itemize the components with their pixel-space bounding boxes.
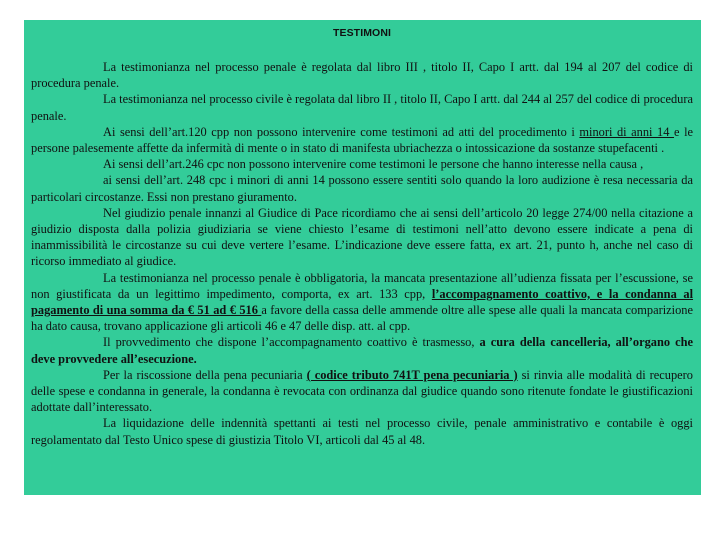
text-run: ai sensi dell’art. 248 cpc i minori di anni 14 possono essere sentiti solo quando la loro audizione è resa necessaria da particolari circostanze. Essi non prestano giuramento. bbox=[31, 173, 693, 204]
text-run: Nel giudizio penale innanzi al Giudice di Pace ricordiamo che ai sensi dell’articolo 20 legge 274/00 nella citazione a giudizio disposta dalla polizia giudiziaria se viene chiesto l’esame di testimoni nell’atto devono essere indicate a pena di inammissibilità le circostanze su cui deve vertere l’esame. L’indicazione deve essere fatta, ex art. 21, punto h, anche nel caso di ricorso immediato al giudice. bbox=[31, 205, 693, 269]
text-run: La testimonianza nel processo penale è regolata dal libro III , titolo II, Capo I artt. dal 194 al 207 del codice di procedura penale. bbox=[31, 60, 693, 91]
paragraph-6 bbox=[31, 205, 693, 270]
text-run: e le persone palesemente affette da infermità di mente o in stato di manifesta ubriachezza o intossicazione da sostanze stupefacenti . bbox=[31, 124, 694, 156]
paragraph-2 bbox=[31, 91, 693, 123]
paragraph-8 bbox=[31, 334, 693, 366]
emphasized-text: minori di anni 14 bbox=[579, 124, 675, 139]
document-panel bbox=[24, 20, 701, 495]
page-title: TESTIMONI bbox=[332, 27, 392, 39]
text-run: La testimonianza nel processo civile è regolata dal libro II , titolo II, Capo I artt. dal 244 al 257 del codice di procedura penale. bbox=[31, 92, 693, 123]
paragraph-10 bbox=[31, 415, 693, 447]
body-text bbox=[31, 59, 693, 448]
emphasized-text: l’accompagnamento coattivo, e la condanna al pagamento di una somma da € 51 ad € 516 bbox=[31, 286, 694, 318]
text-run: Il provvedimento che dispone l’accompagnamento coattivo è trasmesso, bbox=[103, 335, 480, 350]
emphasized-text: a cura della cancelleria, all’organo che deve provvedere all’esecuzione. bbox=[31, 335, 693, 366]
paragraph-4 bbox=[31, 156, 693, 172]
paragraph-1 bbox=[31, 59, 693, 91]
text-run: Ai sensi dell’art.246 cpc non possono intervenire come testimoni le persone che hanno interesse nella causa , bbox=[103, 157, 644, 172]
paragraph-5 bbox=[31, 172, 693, 204]
paragraph-3 bbox=[31, 124, 693, 156]
text-run: a favore della cassa delle ammende oltre alle spese alle quali la mancata comparizione ha dato causa, trovano applicazione gli articoli 46 e 47 delle disp. att. al cpp. bbox=[31, 303, 693, 334]
paragraph-7 bbox=[31, 270, 693, 335]
text-run: Per la riscossione della pena pecuniaria bbox=[103, 367, 307, 382]
paragraph-9 bbox=[31, 367, 693, 416]
text-run: La testimonianza nel processo penale è obbligatoria, la mancata presentazione all’udienza fissata per l’escussione, se non giustificata da un legittimo impedimento, comporta, ex art. 133 cpp, bbox=[31, 270, 693, 301]
text-run: Ai sensi dell’art.120 cpp non possono intervenire come testimoni ad atti del procedimento i bbox=[103, 124, 580, 139]
text-run: La liquidazione delle indennità spettanti ai testi nel processo civile, penale amministrativo e contabile è oggi regolamentato dal Testo Unico spese di giustizia Titolo VI, articoli dal 45 al 48. bbox=[31, 416, 693, 447]
text-run: si rinvia alle modalità di recupero delle spese e condanna in generale, la condanna è revocata con ordinanza dal giudice quando sono ritenute fondate le giustificazioni adottate dall’interessato. bbox=[31, 367, 693, 415]
emphasized-text: ( codice tributo 741T pena pecuniaria ) bbox=[306, 367, 518, 382]
